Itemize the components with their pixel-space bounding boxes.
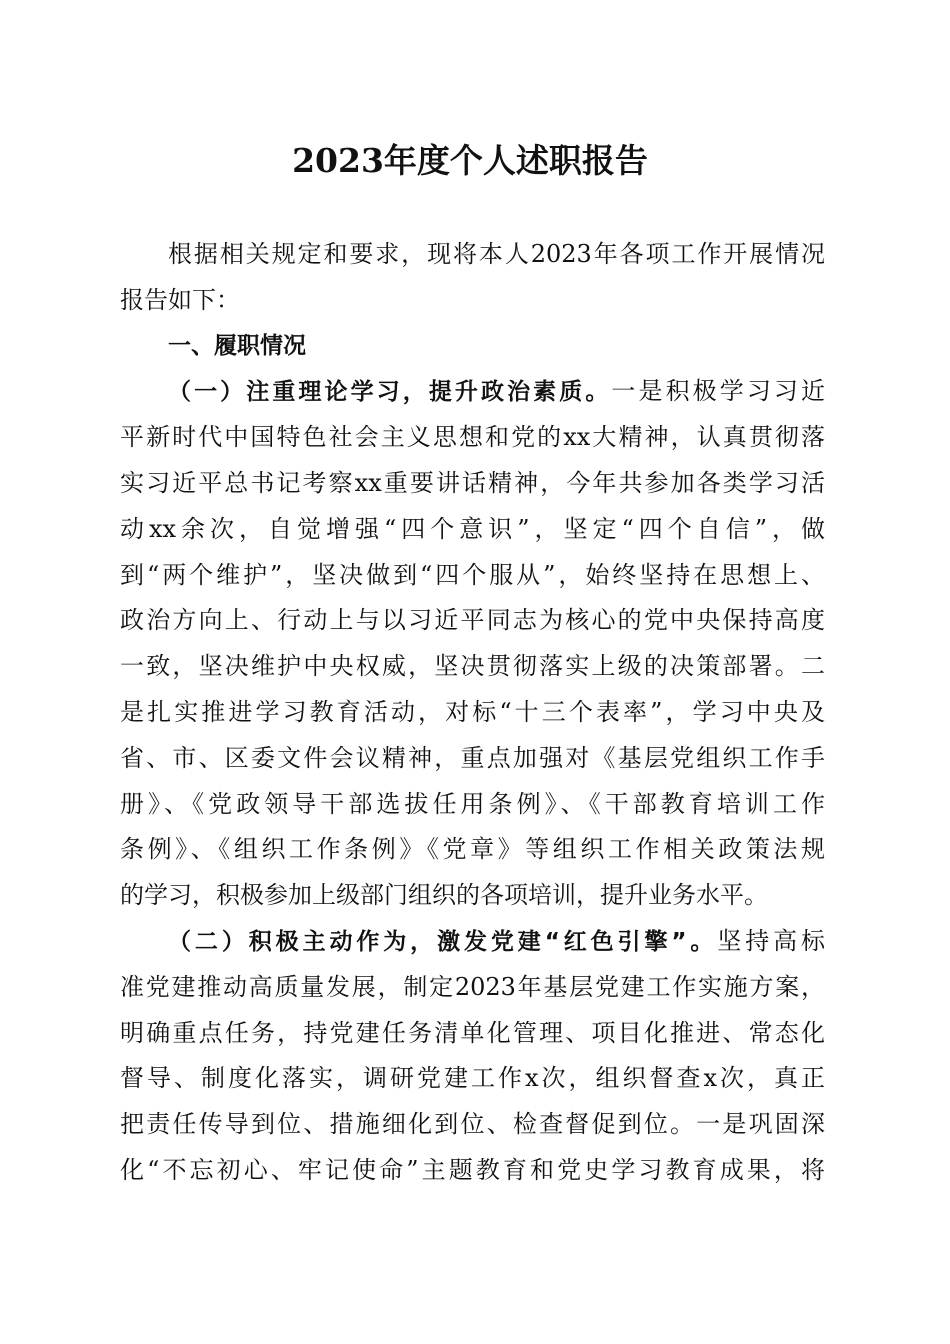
body-line: 动xx余次，自觉增强“四个意识”，坚定“四个自信”，做 xyxy=(120,514,825,543)
body-line: 是扎实推进学习教育活动，对标“十三个表率”，学习中央及 xyxy=(120,697,825,726)
body-line: 准党建推动高质量发展，制定2023年基层党建工作实施方案， xyxy=(120,972,825,1001)
document-body xyxy=(120,232,825,1194)
body-line: 册》、《党政领导干部选拔任用条例》、《干部教育培训工作 xyxy=(120,789,825,818)
body-line: 省、市、区委文件会议精神，重点加强对《基层党组织工作手 xyxy=(120,743,825,772)
body-line: 的学习，积极参加上级部门组织的各项培训，提升业务水平。 xyxy=(120,881,768,910)
subsection-heading: （一）注重理论学习，提升政治素质。 xyxy=(168,379,612,406)
body-fragment: 一是积极学习习近 xyxy=(611,377,826,406)
body-line: 到“两个维护”，坚决做到“四个服从”，始终坚持在思想上、 xyxy=(120,560,825,589)
body-line: 政治方向上、行动上与以习近平同志为核心的党中央保持高度 xyxy=(120,606,825,635)
document-title: 2023年度个人述职报告 xyxy=(292,141,648,180)
body-line: 根据相关规定和要求，现将本人2023年各项工作开展情况 xyxy=(168,240,825,268)
body-line: 督导、制度化落实，调研党建工作x次，组织督查x次，真正 xyxy=(120,1064,825,1093)
body-line: 平新时代中国特色社会主义思想和党的xx大精神，认真贯彻落 xyxy=(120,423,825,452)
subsection-heading: （二）积极主动作为，激发党建“红色引擎”。 xyxy=(168,928,718,955)
body-line: 条例》、《组织工作条例》《党章》等组织工作相关政策法规 xyxy=(120,835,825,864)
body-line: 化“不忘初心、牢记使命”主题教育和党史学习教育成果，将 xyxy=(120,1155,825,1184)
paragraph-line xyxy=(120,919,825,965)
body-fragment: 坚持高标 xyxy=(717,926,826,955)
paragraph-line xyxy=(120,369,825,415)
body-line: 明确重点任务，持党建任务清单化管理、项目化推进、常态化 xyxy=(120,1018,825,1047)
body-line: 报告如下： xyxy=(120,285,240,314)
body-line: 实习近平总书记考察xx重要讲话精神，今年共参加各类学习活 xyxy=(120,468,825,497)
section-heading: 一、履职情况 xyxy=(168,332,306,359)
body-line: 一致，坚决维护中央权威，坚决贯彻落实上级的决策部署。二 xyxy=(120,652,825,681)
body-line: 把责任传导到位、措施细化到位、检查督促到位。一是巩固深 xyxy=(120,1110,825,1139)
